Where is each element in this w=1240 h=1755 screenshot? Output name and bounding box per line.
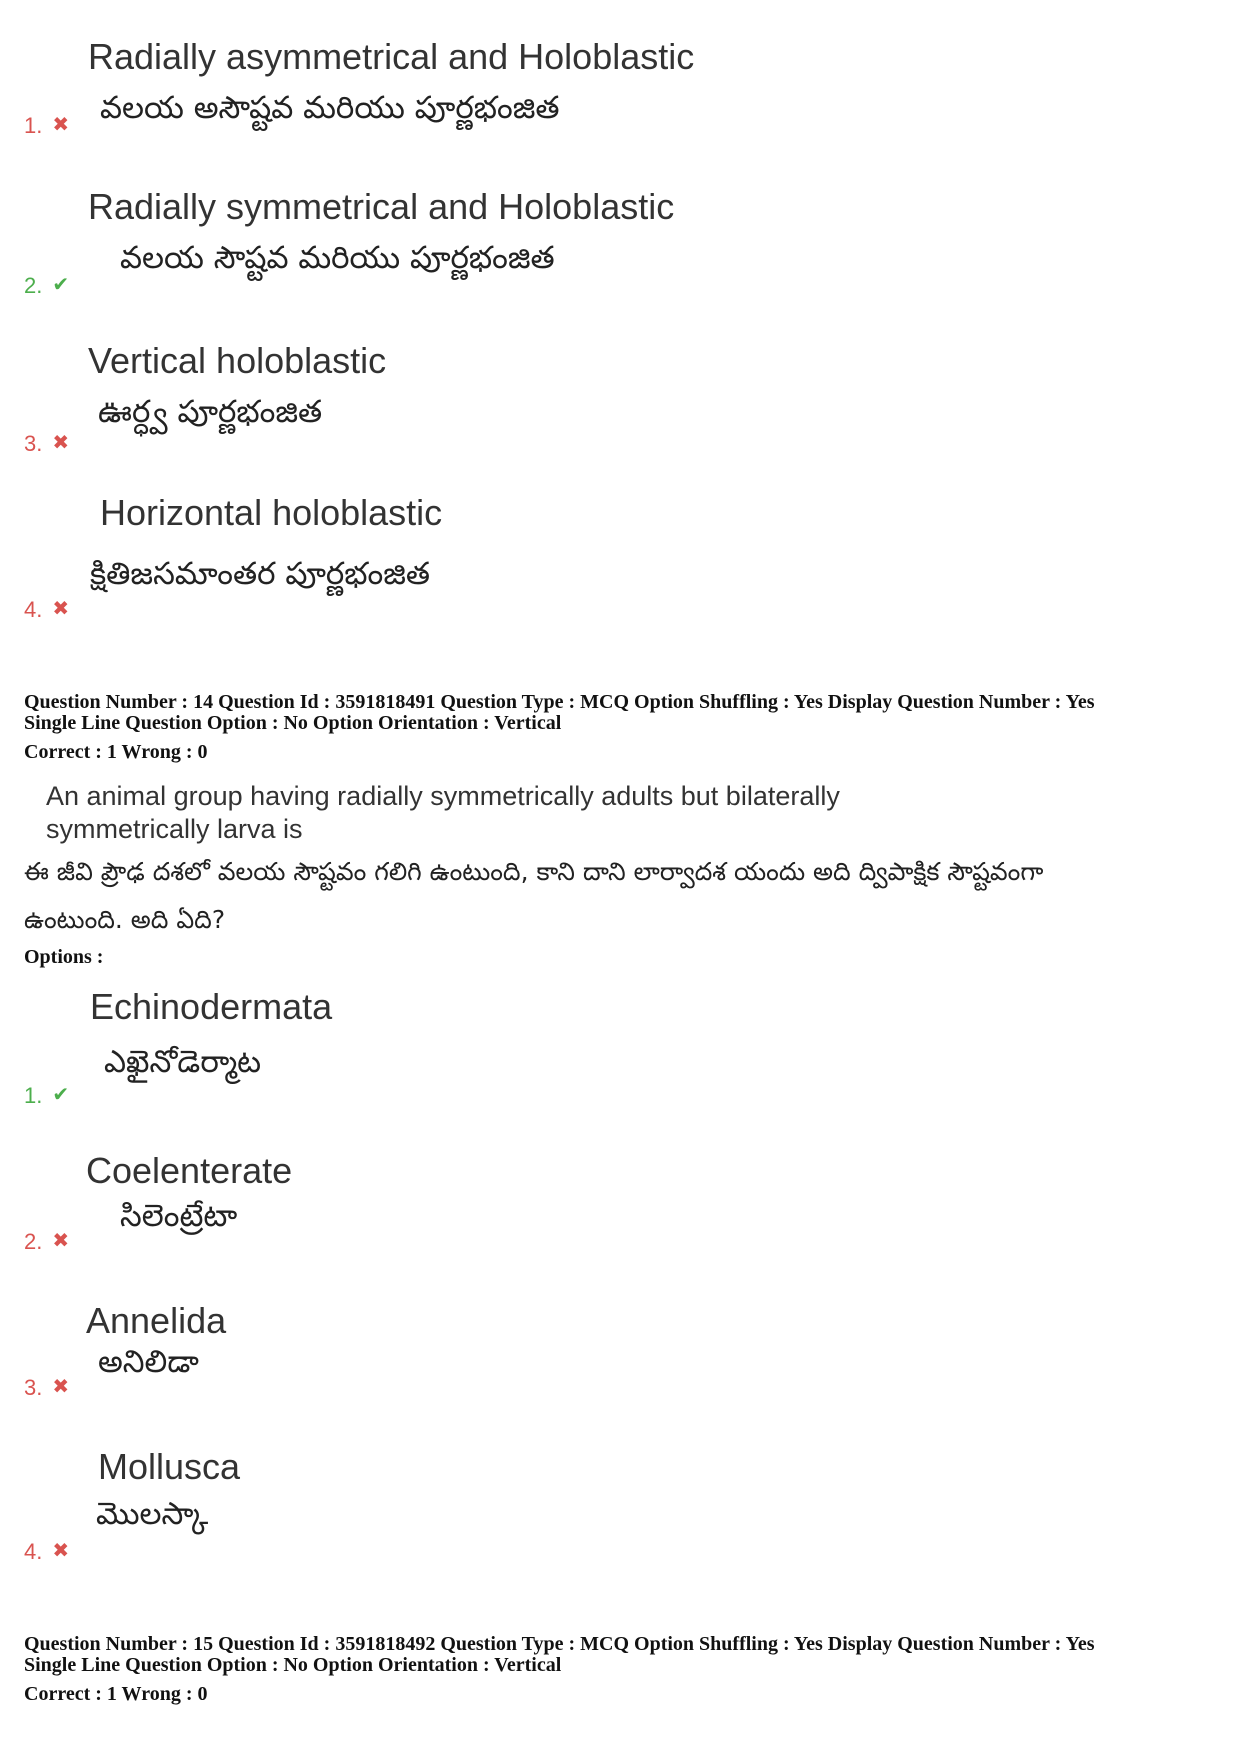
cross-icon: ✖ bbox=[52, 1376, 70, 1398]
option-text-te: ఎఖైనోడెర్మాట bbox=[104, 1044, 262, 1080]
question-marks: Correct : 1 Wrong : 0 bbox=[24, 741, 208, 763]
options-label: Options : bbox=[24, 946, 104, 968]
question-meta-line: Single Line Question Option : No Option Orientation : Vertical bbox=[24, 712, 562, 734]
option-marker bbox=[24, 1228, 69, 1255]
cross-icon: ✖ bbox=[52, 432, 70, 454]
option-text-te: మొలస్కా bbox=[96, 1496, 209, 1532]
option-text-en: Echinodermata bbox=[90, 986, 333, 1027]
option-number: 4. bbox=[24, 1539, 43, 1564]
option-marker bbox=[24, 430, 69, 457]
check-icon: ✔ bbox=[52, 1084, 70, 1106]
option-marker bbox=[24, 272, 69, 299]
option-text-te: సిలెంట్రేటా bbox=[120, 1198, 238, 1234]
question-text-line: ఈ జీవి ప్రౌఢ దశలో వలయ సౌష్టవం గలిగి ఉంటుంది, కాని దాని లార్వాదశ యందు అది ద్విపాక్షిక సౌష్టవంగా bbox=[24, 857, 1044, 886]
option-text-te: అనిలిడా bbox=[98, 1344, 199, 1380]
cross-icon: ✖ bbox=[52, 1230, 70, 1252]
option-number: 3. bbox=[24, 1375, 43, 1400]
question-meta bbox=[24, 692, 1094, 734]
question-meta bbox=[24, 1634, 1094, 1676]
option-text-te: వలయ అసౌష్టవ మరియు పూర్ణభంజిత bbox=[100, 90, 560, 126]
option-text-en: Mollusca bbox=[98, 1446, 241, 1487]
option-number: 1. bbox=[24, 113, 43, 138]
question-text-line: symmetrically larva is bbox=[46, 814, 303, 844]
cross-icon: ✖ bbox=[52, 1540, 70, 1562]
cross-icon: ✖ bbox=[52, 598, 70, 620]
option-text-en: Vertical holoblastic bbox=[88, 340, 387, 381]
option-text-en: Horizontal holoblastic bbox=[100, 492, 443, 533]
question-text-en bbox=[46, 780, 840, 846]
option-marker bbox=[24, 1082, 69, 1109]
option-text-te: క్షితిజసమాంతర పూర్ణభంజిత bbox=[90, 556, 431, 592]
check-icon: ✔ bbox=[52, 274, 70, 296]
question-text-line: An animal group having radially symmetrically adults but bilaterally bbox=[46, 781, 840, 811]
question-meta-line: Question Number : 14 Question Id : 3591818491 Question Type : MCQ Option Shuffling : Yes Display Question Number : Yes bbox=[24, 691, 1095, 713]
option-number: 1. bbox=[24, 1083, 43, 1108]
question-text-te bbox=[24, 848, 1224, 944]
option-text-te: వలయ సౌష్టవ మరియు పూర్ణభంజిత bbox=[120, 240, 555, 276]
cross-icon: ✖ bbox=[52, 114, 70, 136]
option-marker bbox=[24, 1538, 69, 1565]
question-text-line: ఉంటుంది. అది ఏది? bbox=[24, 905, 226, 934]
option-text-en: Radially asymmetrical and Holoblastic bbox=[88, 36, 695, 77]
option-text-en: Annelida bbox=[86, 1300, 227, 1341]
option-number: 3. bbox=[24, 431, 43, 456]
option-text-en: Radially symmetrical and Holoblastic bbox=[88, 186, 675, 227]
option-number: 4. bbox=[24, 597, 43, 622]
option-marker bbox=[24, 596, 69, 623]
option-text-en: Coelenterate bbox=[86, 1150, 293, 1191]
question-meta-line: Single Line Question Option : No Option Orientation : Vertical bbox=[24, 1654, 562, 1676]
question-meta-line: Question Number : 15 Question Id : 3591818492 Question Type : MCQ Option Shuffling : Yes Display Question Number : Yes bbox=[24, 1633, 1095, 1655]
option-number: 2. bbox=[24, 1229, 43, 1254]
option-number: 2. bbox=[24, 273, 43, 298]
question-marks: Correct : 1 Wrong : 0 bbox=[24, 1683, 208, 1705]
option-marker bbox=[24, 112, 69, 139]
option-marker bbox=[24, 1374, 69, 1401]
option-text-te: ఊర్ధ్వ పూర్ణభంజిత bbox=[98, 394, 323, 430]
